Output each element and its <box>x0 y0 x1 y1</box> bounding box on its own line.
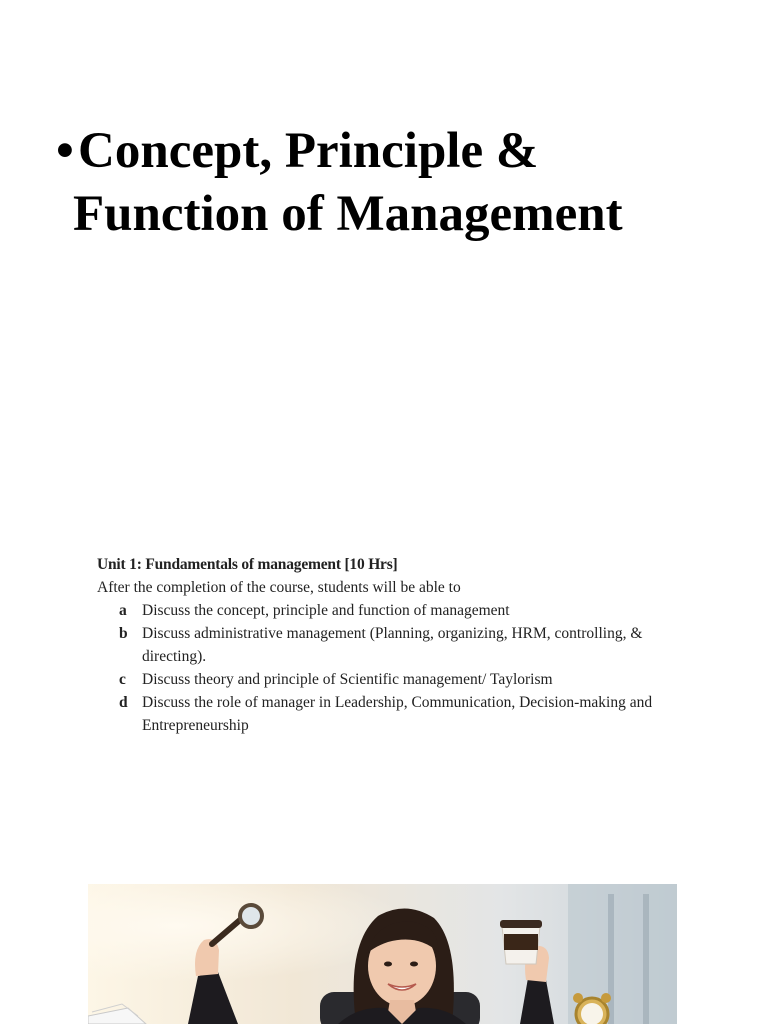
objective-item <box>97 599 657 622</box>
unit-heading: Unit 1: Fundamentals of management [10 Hrs] <box>97 556 398 573</box>
objective-item <box>97 668 657 691</box>
bullet: • <box>56 123 74 179</box>
coffee-cup-icon <box>500 920 542 964</box>
objective-letter: c <box>119 671 126 688</box>
syllabus-intro: After the completion of the course, students will be able to <box>97 579 461 596</box>
alarm-clock-icon <box>573 993 611 1024</box>
objective-text: Discuss theory and principle of Scientific management/ Taylorism <box>142 671 553 688</box>
objective-text: Discuss administrative management (Planning, organizing, HRM, controlling, & directing). <box>142 625 643 665</box>
eye <box>410 962 418 967</box>
objective-text: Discuss the concept, principle and function of management <box>142 602 510 619</box>
objective-letter: a <box>119 602 127 619</box>
objective-item <box>97 622 657 668</box>
eye <box>384 962 392 967</box>
objective-letter: b <box>119 625 128 642</box>
objective-letter: d <box>119 694 128 711</box>
syllabus-excerpt <box>97 553 657 737</box>
objective-text: Discuss the role of manager in Leadership, Communication, Decision-making and Entrepreneurship <box>142 694 653 734</box>
objective-item <box>97 691 657 737</box>
title-line-1: •Concept, Principle & <box>56 120 756 183</box>
slide-title <box>56 120 756 246</box>
window-frame <box>643 894 649 1024</box>
window-frame <box>608 894 614 1024</box>
businesswoman-photo <box>88 884 677 1024</box>
title-line-2: Function of Management <box>73 186 623 242</box>
photo-illustration <box>88 884 677 1024</box>
